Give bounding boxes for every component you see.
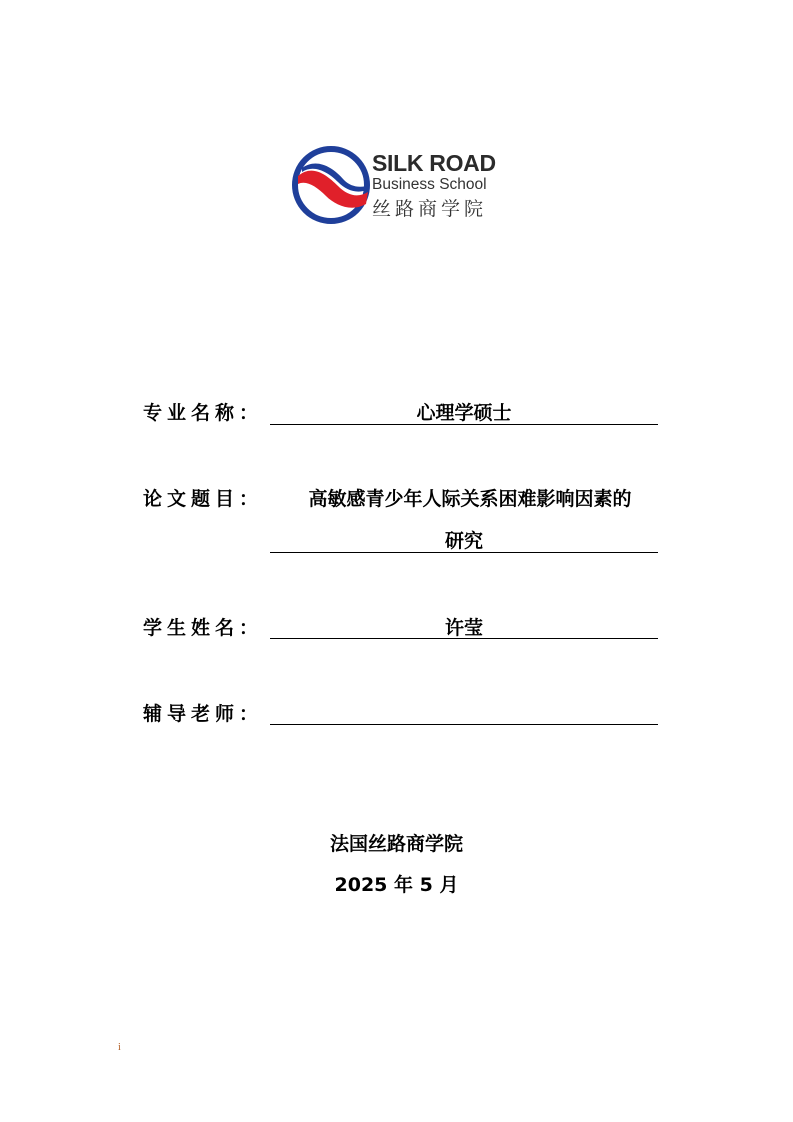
advisor-underline [270, 724, 658, 725]
logo-subtitle-en: Business School [372, 176, 487, 193]
student-name-label: 学生姓名： [143, 617, 264, 639]
school-logo [290, 140, 520, 245]
major-label: 专业名称： [143, 402, 264, 424]
major-underline [270, 424, 658, 425]
student-name-underline [270, 638, 658, 639]
logo-emblem-icon [292, 146, 370, 224]
logo-name-cn: 丝路商学院 [372, 198, 488, 220]
thesis-title-line2: 研究 [444, 530, 483, 552]
thesis-title-label: 论文题目： [143, 488, 264, 510]
date: 2025 年 5 月 [334, 874, 459, 896]
student-name-value: 许莹 [444, 617, 483, 639]
major-value: 心理学硕士 [416, 402, 512, 424]
page-number: i [118, 1042, 121, 1053]
thesis-title-underline [270, 552, 658, 553]
advisor-label: 辅导老师： [143, 703, 264, 725]
institution-name: 法国丝路商学院 [329, 833, 463, 855]
logo-name-en: SILK ROAD [372, 150, 496, 176]
thesis-title-line1: 高敏感青少年人际关系困难影响因素的 [308, 488, 632, 510]
